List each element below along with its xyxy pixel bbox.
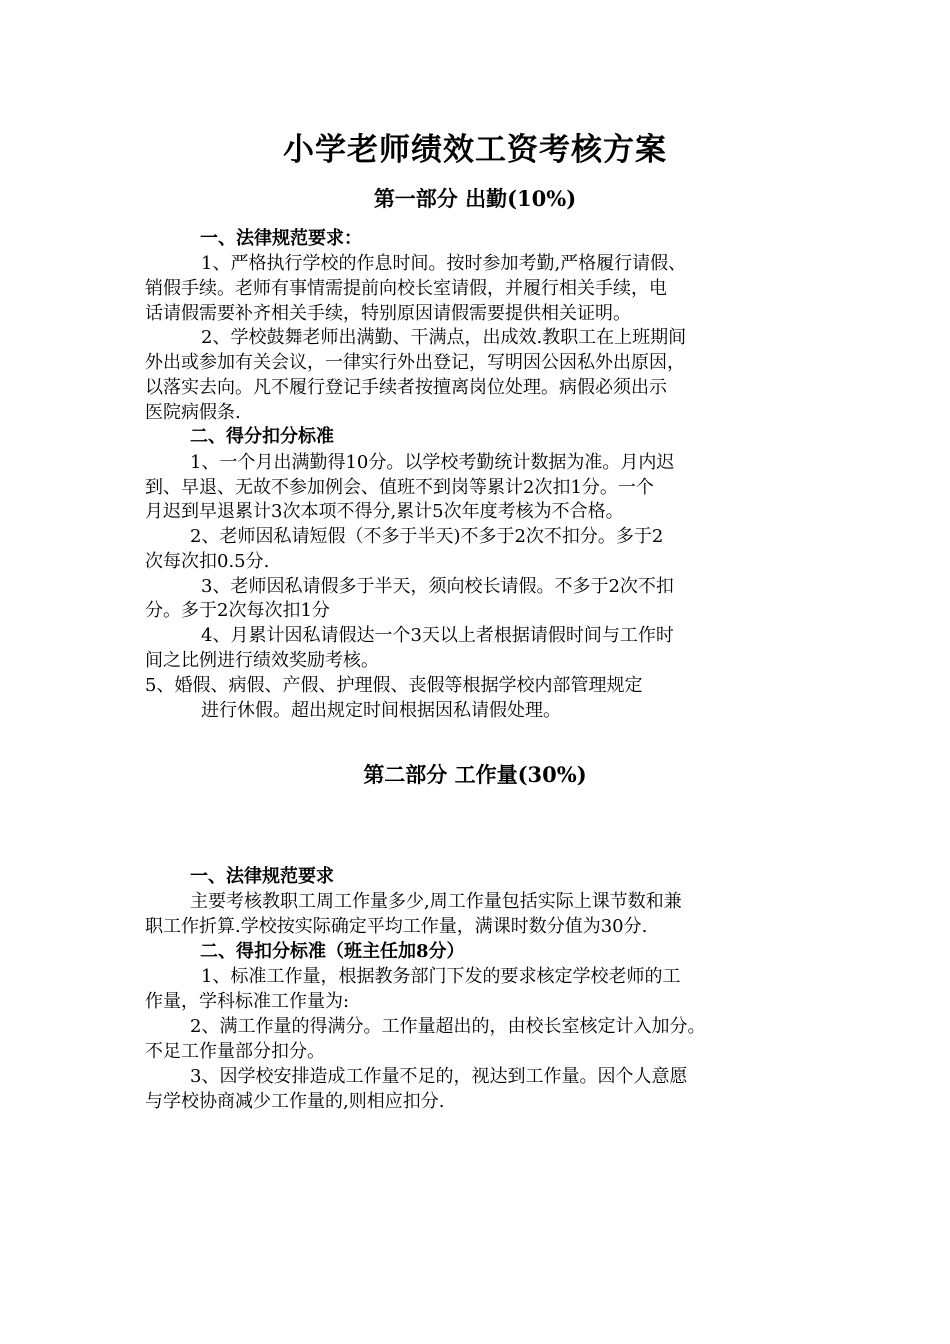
part2-section2-title: 二、得扣分标准（班主任加8分） [200, 941, 465, 962]
part1-section1-title: 一、法律规范要求： [200, 228, 362, 249]
paragraph-line: 月迟到早退累计3次本项不得分,累计5次年度考核为不合格。 [145, 501, 624, 522]
paragraph-line: 与学校协商减少工作量的,则相应扣分. [145, 1091, 445, 1112]
paragraph-line: 不足工作量部分扣分。 [145, 1041, 325, 1062]
paragraph-line: 4、月累计因私请假达一个3天以上者根据请假时间与工作时 [201, 625, 674, 646]
paragraph-line: 话请假需要补齐相关手续，特别原因请假需要提供相关证明。 [145, 303, 631, 324]
paragraph-line: 以落实去向。凡不履行登记手续者按擅离岗位处理。病假必须出示 [145, 377, 667, 398]
part2-heading: 第二部分 工作量(30%) [363, 762, 587, 787]
paragraph-line: 1、一个月出满勤得10分。以学校考勤统计数据为准。月内迟 [190, 452, 675, 473]
part1-section2-title: 二、得分扣分标准 [190, 426, 334, 447]
paragraph-line: 2、满工作量的得满分。工作量超出的，由校长室核定计入加分。 [190, 1016, 706, 1037]
paragraph-line: 3、老师因私请假多于半天，须向校长请假。不多于2次不扣 [201, 576, 674, 597]
document-title: 小学老师绩效工资考核方案 [283, 132, 667, 168]
paragraph-line: 职工作折算.学校按实际确定平均工作量，满课时数分值为30分. [145, 916, 648, 937]
part1-heading: 第一部分 出勤(10%) [373, 186, 577, 211]
paragraph-line: 1、标准工作量，根据教务部门下发的要求核定学校老师的工 [201, 966, 681, 987]
part2-section1-title: 一、法律规范要求 [190, 866, 334, 887]
paragraph-line: 2、学校鼓舞老师出满勤、干满点，出成效.教职工在上班期间 [201, 327, 687, 348]
paragraph-line: 次每次扣0.5分. [145, 551, 270, 572]
paragraph-line: 间之比例进行绩效奖励考核。 [145, 650, 379, 671]
paragraph-line: 3、因学校安排造成工作量不足的，视达到工作量。因个人意愿 [190, 1066, 688, 1087]
paragraph-line: 到、早退、无故不参加例会、值班不到岗等累计2次扣1分。一个 [145, 477, 654, 498]
paragraph-line: 主要考核教职工周工作量多少,周工作量包括实际上课节数和兼 [190, 891, 682, 912]
paragraph-line: 销假手续。老师有事情需提前向校长室请假，并履行相关手续，电 [145, 278, 667, 299]
paragraph-line: 5、婚假、病假、产假、护理假、丧假等根据学校内部管理规定 [145, 675, 643, 696]
paragraph-line: 1、严格执行学校的作息时间。按时参加考勤,严格履行请假、 [201, 253, 687, 274]
paragraph-line: 进行休假。超出规定时间根据因私请假处理。 [201, 700, 561, 721]
paragraph-line: 医院病假条. [145, 402, 241, 423]
paragraph-line: 外出或参加有关会议，一律实行外出登记，写明因公因私外出原因， [145, 352, 685, 373]
paragraph-line: 2、老师因私请短假（不多于半天)不多于2次不扣分。多于2 [190, 526, 664, 547]
paragraph-line: 作量，学科标准工作量为: [145, 991, 350, 1012]
paragraph-line: 分。多于2次每次扣1分 [145, 600, 330, 621]
